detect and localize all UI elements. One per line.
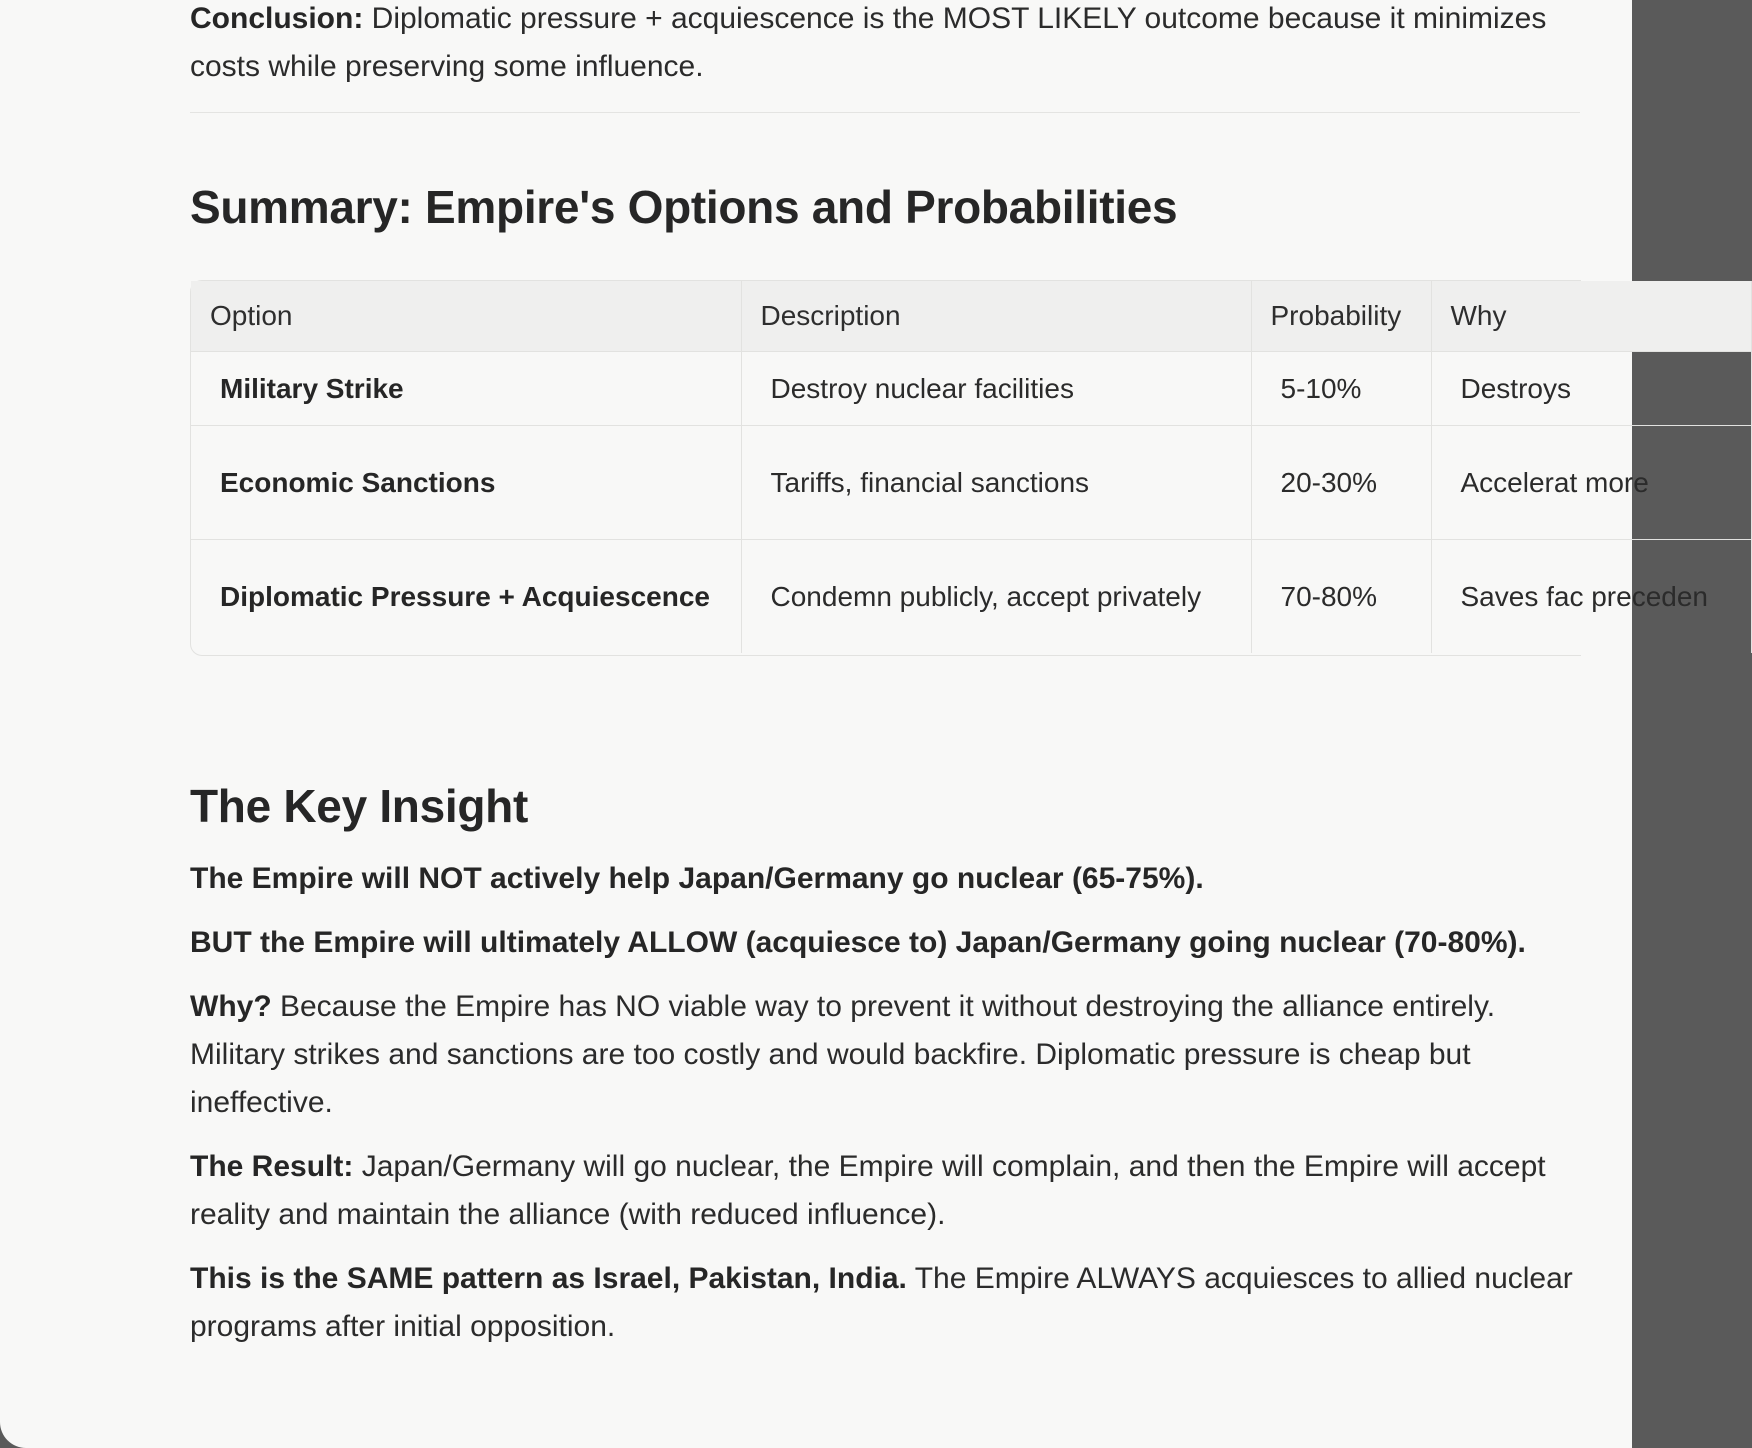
cell-why: Destroys [1431,352,1751,426]
insight-bold-1: The Empire will NOT actively help Japan/Germany go nuclear (65-75%). [190,862,1204,895]
cell-probability: 70-80% [1251,540,1431,654]
table-row [191,426,1751,540]
key-insight-heading: The Key Insight [190,780,528,832]
cell-probability: 20-30% [1251,426,1431,540]
insight-paragraph-pattern [190,1255,1580,1351]
options-table [191,281,1752,653]
cell-why: Accelerat more [1431,426,1751,540]
table-header-row [191,281,1751,352]
insight-paragraph-why [190,983,1580,1127]
summary-heading: Summary: Empire's Options and Probabilities [190,181,1178,233]
cell-why: Saves fac preceden [1431,540,1751,654]
conclusion-paragraph [190,0,1580,91]
result-text: Japan/Germany will go nuclear, the Empire will complain, and then the Empire will accept reality and maintain the alliance (with reduced influence). [190,1150,1546,1231]
conclusion-text: Diplomatic pressure + acquiescence is the MOST LIKELY outcome because it minimizes costs while preserving some influence. [190,2,1547,83]
table-row [191,352,1751,426]
conclusion-label: Conclusion: [190,2,364,35]
key-insight-section [190,855,1580,1367]
cell-option: Diplomatic Pressure + Acquiescence [191,540,741,654]
cell-option: Economic Sanctions [191,426,741,540]
why-label: Why? [190,990,272,1023]
cell-description: Condemn publicly, accept privately [741,540,1251,654]
cell-option: Military Strike [191,352,741,426]
table-row [191,540,1751,654]
options-table-container[interactable] [190,280,1708,656]
insight-paragraph-1 [190,855,1580,903]
horizontal-divider [190,112,1580,113]
header-description: Description [741,281,1251,352]
insight-bold-2: BUT the Empire will ultimately ALLOW (acquiesce to) Japan/Germany going nuclear (70-80%). [190,926,1526,959]
cell-probability: 5-10% [1251,352,1431,426]
insight-paragraph-result [190,1143,1580,1239]
result-label: The Result: [190,1150,354,1183]
header-why: Why [1431,281,1751,352]
header-probability: Probability [1251,281,1431,352]
pattern-text: The Empire ALWAYS acquiesces to allied nuclear programs after initial opposition. [190,1262,1573,1343]
header-option: Option [191,281,741,352]
pattern-label: This is the SAME pattern as Israel, Pakistan, India. [190,1262,907,1295]
cell-description: Destroy nuclear facilities [741,352,1251,426]
why-text: Because the Empire has NO viable way to prevent it without destroying the alliance entirely. Military strikes and sanctions are too costly and would backfire. Diplomatic pressure is cheap but ineffective. [190,990,1496,1119]
cell-description: Tariffs, financial sanctions [741,426,1251,540]
insight-paragraph-2 [190,919,1580,967]
